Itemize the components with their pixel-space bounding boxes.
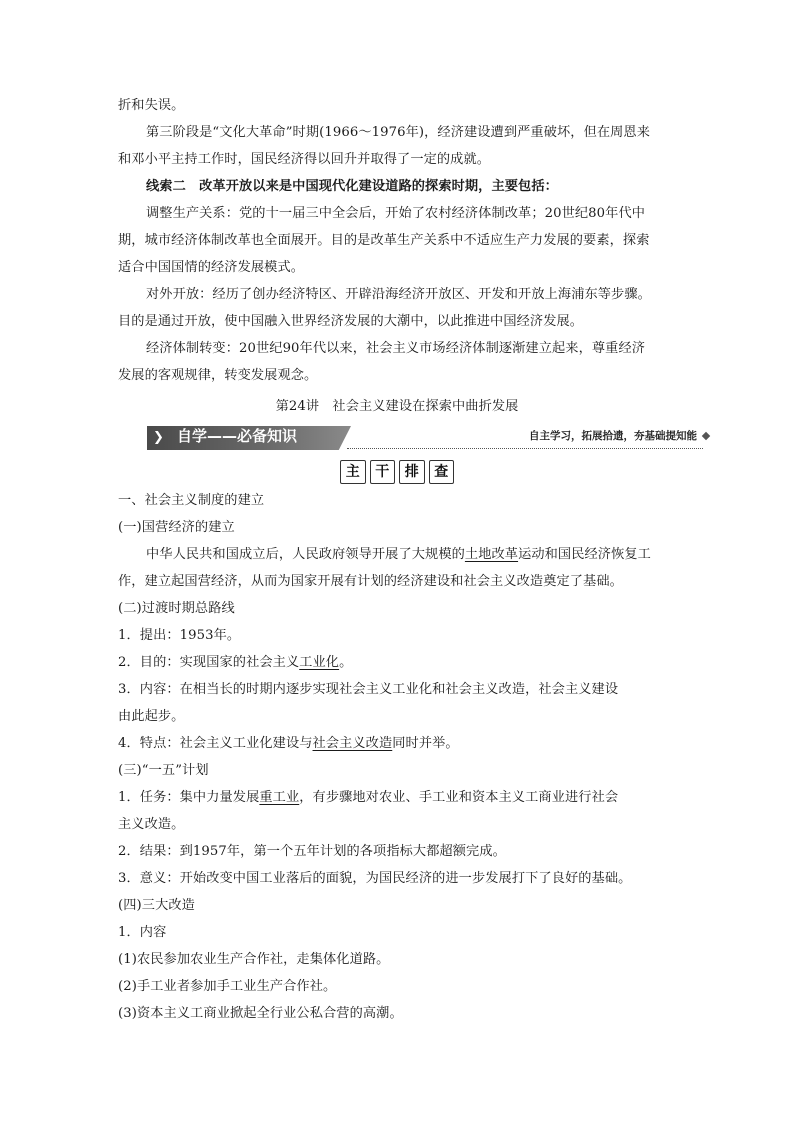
underlined-term: 土地改革 (464, 547, 519, 562)
list-item: 1．提出：1953年。 (118, 628, 241, 643)
dotted-divider (347, 448, 703, 449)
box-char: 查 (429, 460, 455, 484)
paragraph-line: 中华人民共和国成立后，人民政府领导开展了大规模的土地改革运动和国民经济恢复工 (146, 547, 651, 562)
list-item: (2)手工业者参加手工业生产合作社。 (118, 979, 337, 994)
underlined-term: 社会主义改造 (312, 736, 393, 751)
box-char: 主 (340, 460, 366, 484)
list-item: 3．意义：开始改变中国工业落后的面貌，为国民经济的进一步发展打下了良好的基础。 (118, 871, 632, 886)
paragraph-line: 调整生产关系：党的十一届三中全会后，开始了农村经济体制改革；20世纪80年代中 (146, 206, 646, 221)
chevron-right-icon: ❯ (153, 430, 164, 445)
list-item: 4．特点：社会主义工业化建设与社会主义改造同时并举。 (118, 736, 459, 751)
list-item: 2．结果：到1957年，第一个五年计划的各项指标大都超额完成。 (118, 844, 506, 859)
list-item-cont: 由此起步。 (118, 709, 185, 724)
section-heading: 一、社会主义制度的建立 (118, 493, 265, 508)
paragraph-line: 期，城市经济体制改革也全面展开。目的是改革生产关系中不适应生产力发展的要素，探索 (118, 233, 650, 248)
paragraph-line: 经济体制转变：20世纪90年代以来，社会主义市场经济体制逐渐建立起来，尊重经济 (146, 341, 646, 356)
subsection-heading: (二)过渡时期总路线 (118, 601, 235, 616)
box-char: 排 (399, 460, 425, 484)
subsection-heading: (三)“一五”计划 (118, 763, 209, 778)
paragraph-line: 和邓小平主持工作时，国民经济得以回升并取得了一定的成就。 (118, 152, 491, 167)
list-item: 3．内容：在相当长的时期内逐步实现社会主义工业化和社会主义改造，社会主义建设 (118, 682, 619, 697)
section-banner (147, 424, 709, 454)
paragraph-line: 适合中国国情的经济发展模式。 (118, 260, 305, 275)
paragraph-line: 折和失误。 (118, 98, 185, 113)
paragraph-line: 目的是通过开放，使中国融入世界经济发展的大潮中，以此推进中国经济发展。 (118, 314, 584, 329)
subsection-heading: (一)国营经济的建立 (118, 520, 235, 535)
lecture-title: 第24讲 社会主义建设在探索中曲折发展 (275, 399, 519, 414)
paragraph-line: 发展的客观规律，转变发展观念。 (118, 368, 318, 383)
box-char: 干 (370, 460, 396, 484)
list-item: 1．内容 (118, 925, 167, 940)
list-item: 1．任务：集中力量发展重工业，有步骤地对农业、手工业和资本主义工商业进行社会 (118, 790, 619, 805)
section-boxes (340, 460, 454, 484)
list-item: (3)资本主义工商业掀起全行业公私合营的高潮。 (118, 1006, 403, 1021)
clue-heading: 线索二 改革开放以来是中国现代化建设道路的探索时期，主要包括： (146, 179, 558, 194)
underlined-term: 工业化 (299, 655, 340, 670)
diamond-icon (702, 432, 710, 440)
paragraph-line: 对外开放：经历了创办经济特区、开辟沿海经济开放区、开发和开放上海浦东等步骤。 (146, 287, 651, 302)
subsection-heading: (四)三大改造 (118, 898, 195, 913)
underlined-term: 重工业 (259, 790, 300, 805)
list-item: (1)农民参加农业生产合作社，走集体化道路。 (118, 952, 390, 967)
list-item-cont: 主义改造。 (118, 817, 185, 832)
paragraph-line: 第三阶段是“文化大革命”时期(1966～1976年)，经济建设遭到严重破坏，但在周恩来 (146, 125, 651, 140)
paragraph-line: 作，建立起国营经济，从而为国家开展有计划的经济建设和社会主义改造奠定了基础。 (118, 574, 623, 589)
banner-subtitle: 自主学习，拓展拾遗，夯基础提知能 (529, 430, 697, 442)
banner-label: 自学——必备知识 (177, 427, 298, 445)
list-item: 2．目的：实现国家的社会主义工业化。 (118, 655, 353, 670)
